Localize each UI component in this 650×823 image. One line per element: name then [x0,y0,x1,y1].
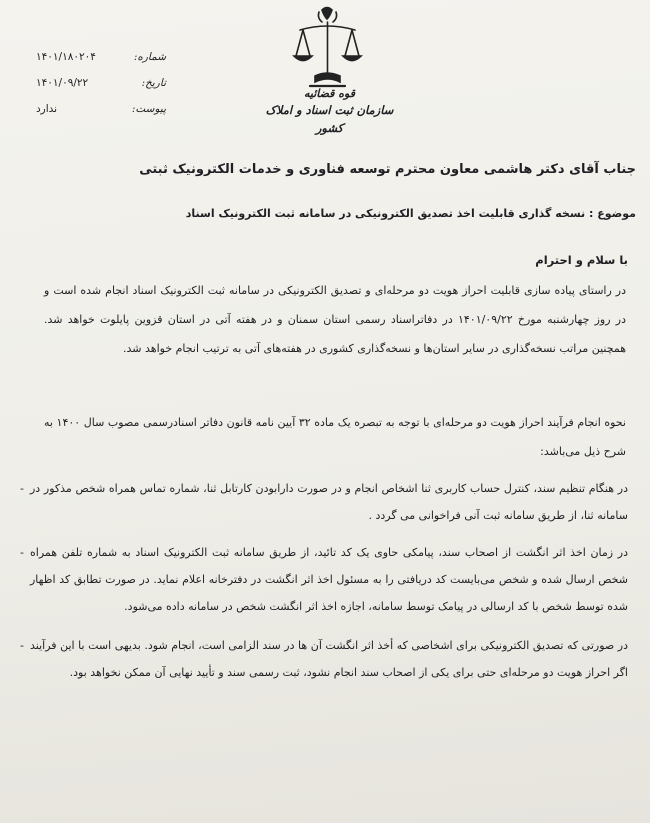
list-item-text: در هنگام تنظیم سند، کنترل حساب کاربری ثنا اشخاص انجام و در صورت دارابودن کارتابل ثنا، شماره تماس همراه شخص مذکور در سامانه ثنا، از طریق سامانه ثبت آنی فراخوانی می گردد . [30,482,628,522]
meta-value: ۱۴۰۱/۰۹/۲۲ [36,77,89,89]
letter-meta [36,44,166,122]
bullet-dash: - [20,639,24,652]
greeting-line: با سلام و احترام [535,253,628,267]
organization-name-registry: سازمان ثبت اسناد و املاک کشور [265,103,394,135]
recipient-line: جناب آقای دکتر هاشمی معاون محترم توسعه فناوری و خدمات الکترونیک ثبتی [139,162,636,177]
meta-label: تاریخ: [141,77,166,89]
list-item [20,632,628,686]
list-item [20,475,628,529]
subject-line: موضوع : نسخه گذاری قابلیت اخذ تصدیق الکترونیکی در سامانه ثبت الکترونیک اسناد [185,207,636,220]
list-item-text: در زمان اخذ اثر انگشت از اصحاب سند، پیامکی حاوی یک کد تائید، از طریق سامانه ثبت الکترونیک اسناد به شماره تلفن همراه شخص ارسال شده و شخص می‌بایست کد دریافتی را به مسئول اخذ اثر انگشت در دفترخانه اعلام نماید. در صورت تطابق کد اظهار شده توسط شخص با کد ارسالی در پیامک توسط سامانه، اجازه اخذ اثر انگشت شخص در سامانه داده می‌شود. [30,546,628,613]
meta-label: شماره: [133,51,166,63]
meta-value: ۱۴۰۱/۱۸۰۲۰۴ [36,51,96,63]
procedure-list [20,475,628,696]
meta-value: ندارد [36,103,58,115]
body-paragraph: نحوه انجام فرآیند احراز هویت دو مرحله‌ای با توجه به تبصره یک ماده ۳۲ آیین نامه قانون دفاتر اسنادرسمی مصوب سال ۱۴۰۰ به شرح ذیل می‌باشد: [44,416,626,458]
meta-row-number [36,44,166,70]
scales-of-justice-emblem-icon [290,4,365,92]
organization-name-judiciary: قوه قضائیه [304,87,355,100]
body-paragraph: در راستای پیاده سازی قابلیت احراز هویت دو مرحله‌ای و تصدیق الکترونیکی در سامانه ثبت الکترونیک اسناد انجام شده است و در روز چهارشنبه مورخ ۱۴۰۱/۰۹/۲۲ در دفاتراسناد رسمی استان سمنان و در هفته آتی در استان قزوین پایلوت خواهد شد. همچنین مراتب نسخه‌گذاری در سایر استان‌ها و نسخه‌گذاری کشوری در هفته‌های آتی به ترتیب انجام خواهد شد. [44,284,626,355]
list-item-text: در صورتی که تصدیق الکترونیکی برای اشخاصی که أخذ اثر انگشت آن ها در سند الزامی است، انجام شود. بدیهی است با این فرآیند اگر احراز هویت دو مرحله‌ای حتی برای یکی از اصحاب سند انجام نشود، ثبت رسمی سند و تأیید نهایی آن ممکن نخواهد بود. [30,639,628,679]
bullet-dash: - [20,546,24,559]
organization-block [262,86,397,137]
meta-row-date [36,70,166,96]
list-item [20,539,628,620]
bullet-dash: - [20,482,24,495]
meta-row-attachment [36,96,166,122]
meta-label: پیوست: [131,103,166,115]
